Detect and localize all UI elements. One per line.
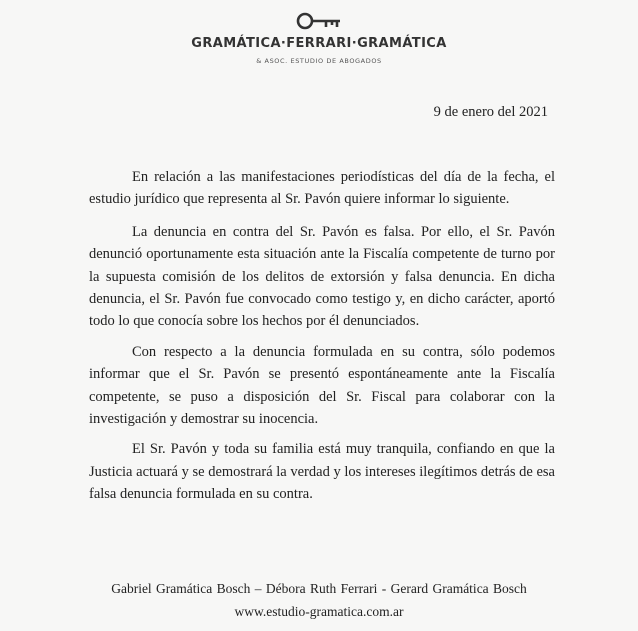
paragraph-1: En relación a las manifestaciones periodísticas del día de la fecha, el estudio jurídico que representa al Sr. Pavón quiere informar lo siguiente. — [89, 169, 555, 208]
letterhead — [0, 10, 638, 65]
signatures: Gabriel Gramática Bosch – Débora Ruth Ferrari - Gerard Gramática Bosch — [111, 581, 527, 596]
paragraph-3: Con respecto a la denuncia formulada en su contra, sólo podemos informar que el Sr. Pavón se presentó espontáneamente ante la Fiscalía competente, se puso a disposición del Sr. Fiscal para colaborar con la investigación y demostrar su inocencia. — [89, 343, 555, 428]
letter-date: 9 de enero del 2021 — [433, 104, 548, 120]
paragraph-4: El Sr. Pavón y toda su familia está muy tranquila, confiando en que la Justicia actuará y se demostrará la verdad y los intereses ilegítimos detrás de esa falsa denuncia formulada en su contra. — [89, 441, 555, 503]
firm-subtitle: & ASOC. ESTUDIO DE ABOGADOS — [256, 57, 382, 65]
letter-body — [89, 166, 555, 514]
website-link[interactable]: www.estudio-gramatica.com.ar — [234, 604, 404, 619]
paragraph-2: La denuncia en contra del Sr. Pavón es falsa. Por ello, el Sr. Pavón denunció oportunamente esta situación ante la Fiscalía competente de turno por la supuesta comisión de los delitos de extorsión y falsa denuncia. En dicha denuncia, el Sr. Pavón fue convocado como testigo y, en dicho carácter, aportó todo lo que conocía sobre los hechos por él denunciados. — [89, 223, 555, 330]
key-logo-icon — [296, 10, 342, 32]
firm-name: GRAMÁTICA·FERRARI·GRAMÁTICA — [191, 36, 447, 51]
